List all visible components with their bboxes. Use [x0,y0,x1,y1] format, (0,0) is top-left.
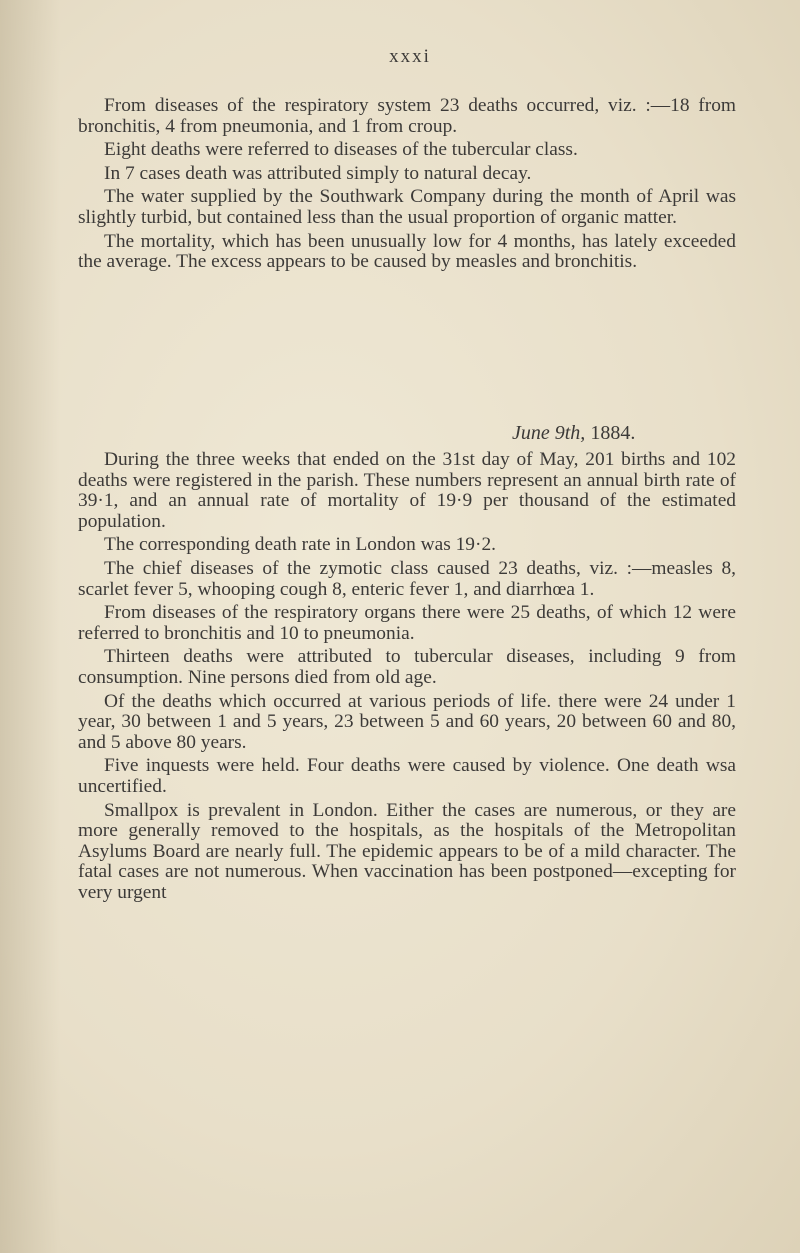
report-section-2 [78,450,736,906]
report-date-year: 1884. [585,422,636,444]
paragraph-births-deaths: During the three weeks that ended on the 31st day of May, 201 births and 102 deaths were registered in the parish. These numbers represent an annual birth rate of 39·1, and an annual rate of mortality of 19·9 per thousand of the estimated population. [78,449,736,532]
paragraph-respiratory: From diseases of the respiratory system 23 deaths occurred, viz. :—18 from bronchitis, 4 from pneumonia, and 1 from croup. [78,95,736,137]
page-edge-shadow [0,0,60,1253]
paragraph-london-rate: The corresponding death rate in London was 19·2. [104,534,497,556]
paragraph-respiratory-organs: From diseases of the respiratory organs there were 25 deaths, of which 12 were referred to bronchitis and 10 to pneumonia. [78,602,736,644]
page-number: xxxi [389,46,431,67]
paragraph-tubercular-diseases: Thirteen deaths were attributed to tubercular diseases, including 9 from consumption. Nine persons died from old age. [78,646,736,688]
paragraph-water-supply: The water supplied by the Southwark Company during the month of April was slightly turbid, but contained less than the usual proportion of organic matter. [78,186,736,228]
paragraph-zymotic: The chief diseases of the zymotic class caused 23 deaths, viz. :—measles 8, scarlet fever 5, whooping cough 8, enteric fever 1, and diarrhœa 1. [78,557,736,600]
paragraph-age-periods: Of the deaths which occurred at various periods of life. there were 24 under 1 year, 30 between 1 and 5 years, 23 between 5 and 60 years, 20 between 60 and 80, and 5 above 80 years. [78,690,736,753]
report-date-day: June 9th, [512,422,586,444]
paragraph-smallpox: Smallpox is prevalent in London. Either the cases are numerous, or they are more generally removed to the hospitals, as the hospitals of the Metropolitan Asylums Board are nearly full. The epidemic appears to be of a mild character. The fatal cases are not numerous. When vaccination has been postponed—excepting for very urgent [78,799,736,903]
paragraph-inquests: Five inquests were held. Four deaths were caused by violence. One death wsa uncertified. [78,755,736,797]
paragraph-natural-decay: In 7 cases death was attributed simply to natural decay. [104,162,532,184]
paragraph-mortality: The mortality, which has been unusually low for 4 months, has lately exceeded the average. The excess appears to be caused by measles and bronchitis. [78,230,736,273]
report-section-1 [78,96,736,276]
paragraph-tubercular: Eight deaths were referred to diseases of the tubercular class. [104,139,578,161]
report-date [512,422,635,445]
